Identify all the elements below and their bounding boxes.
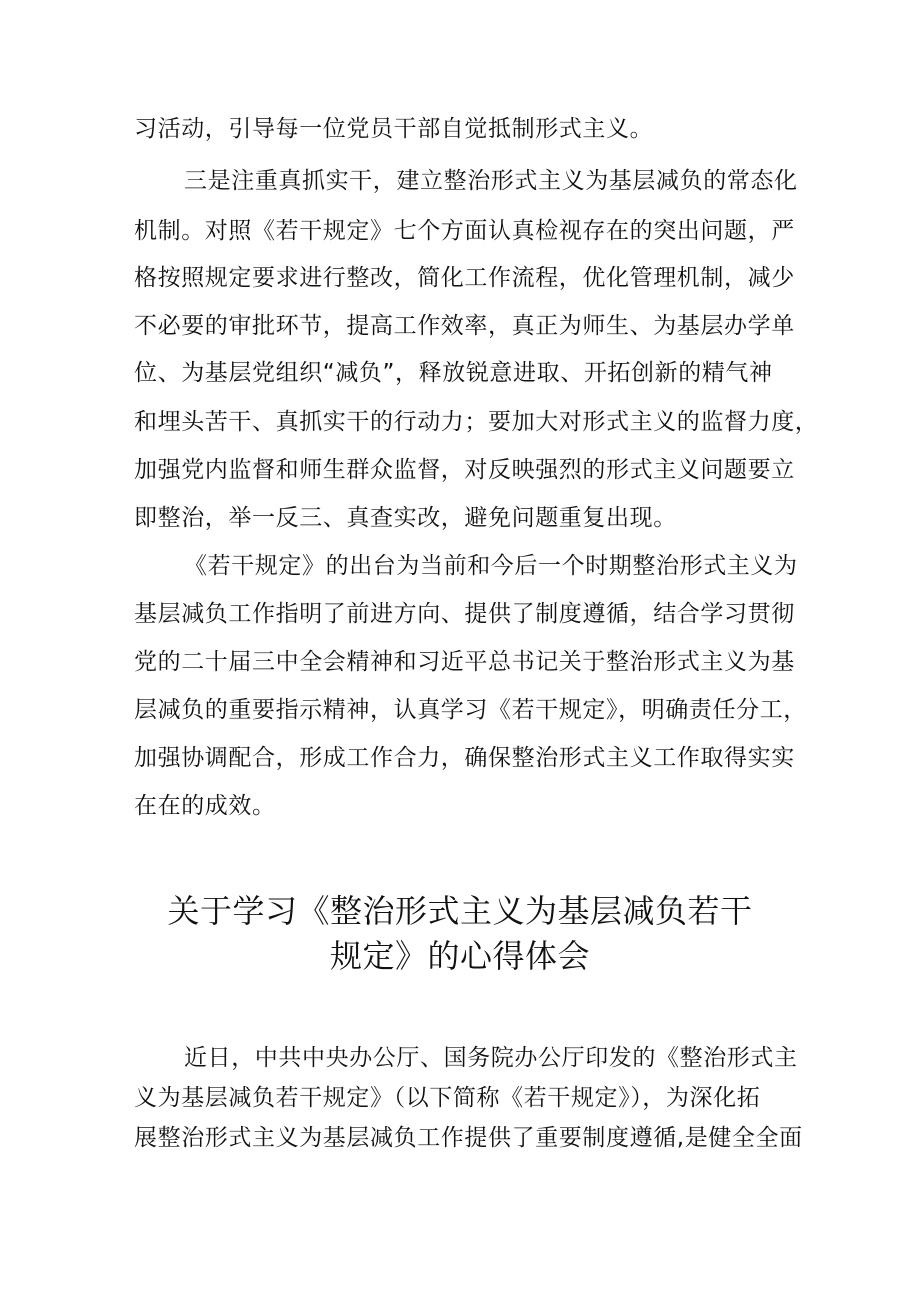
body-line: 层减负的重要指示精神，认真学习《若干规定》，明确责任分工， (134, 697, 807, 723)
body-line: 党的二十届三中全会精神和习近平总书记关于整治形式主义为基 (134, 649, 795, 675)
body-line: 不必要的审批环节，提高工作效率，真正为师生、为基层办学单 (134, 313, 795, 339)
body-line: 展整治形式主义为基层减负工作提供了重要制度遵循,是健全全面 (134, 1125, 803, 1151)
body-line: 位、为基层党组织“减负”，释放锐意进取、开拓创新的精气神 (134, 360, 773, 386)
body-line: 和埋头苦干、真抓实干的行动力；要加大对形式主义的监督力度， (134, 409, 819, 435)
body-line: 加强党内监督和师生群众监督，对反映强烈的形式主义问题要立 (134, 457, 795, 483)
body-line: 格按照规定要求进行整改，简化工作流程，优化管理机制，减少 (134, 265, 795, 291)
body-line: 即整治，举一反三、真查实改，避免问题重复出现。 (134, 505, 677, 531)
article-title-line-2: 规定》的心得体会 (329, 937, 590, 975)
body-line: 《若干规定》的出台为当前和今后一个时期整治形式主义为 (184, 553, 798, 579)
article-title-line-1: 关于学习《整治形式主义为基层减负若干 (167, 892, 753, 930)
body-line: 加强协调配合，形成工作合力，确保整治形式主义工作取得实实 (134, 745, 795, 771)
body-line: 基层减负工作指明了前进方向、提供了制度遵循，结合学习贯彻 (134, 601, 795, 627)
body-line: 在在的成效。 (134, 793, 276, 819)
body-line: 三是注重真抓实干，建立整治形式主义为基层减负的常态化 (184, 168, 798, 194)
body-line: 近日，中共中央办公厅、国务院办公厅印发的《整治形式主 (184, 1045, 798, 1071)
body-line: 机制。对照《若干规定》七个方面认真检视存在的突出问题，严 (134, 218, 795, 244)
body-line: 习活动，引导每一位党员干部自觉抵制形式主义。 (134, 116, 654, 142)
body-line: 义为基层减负若干规定》（以下简称《若干规定》），为深化拓 (134, 1085, 761, 1111)
